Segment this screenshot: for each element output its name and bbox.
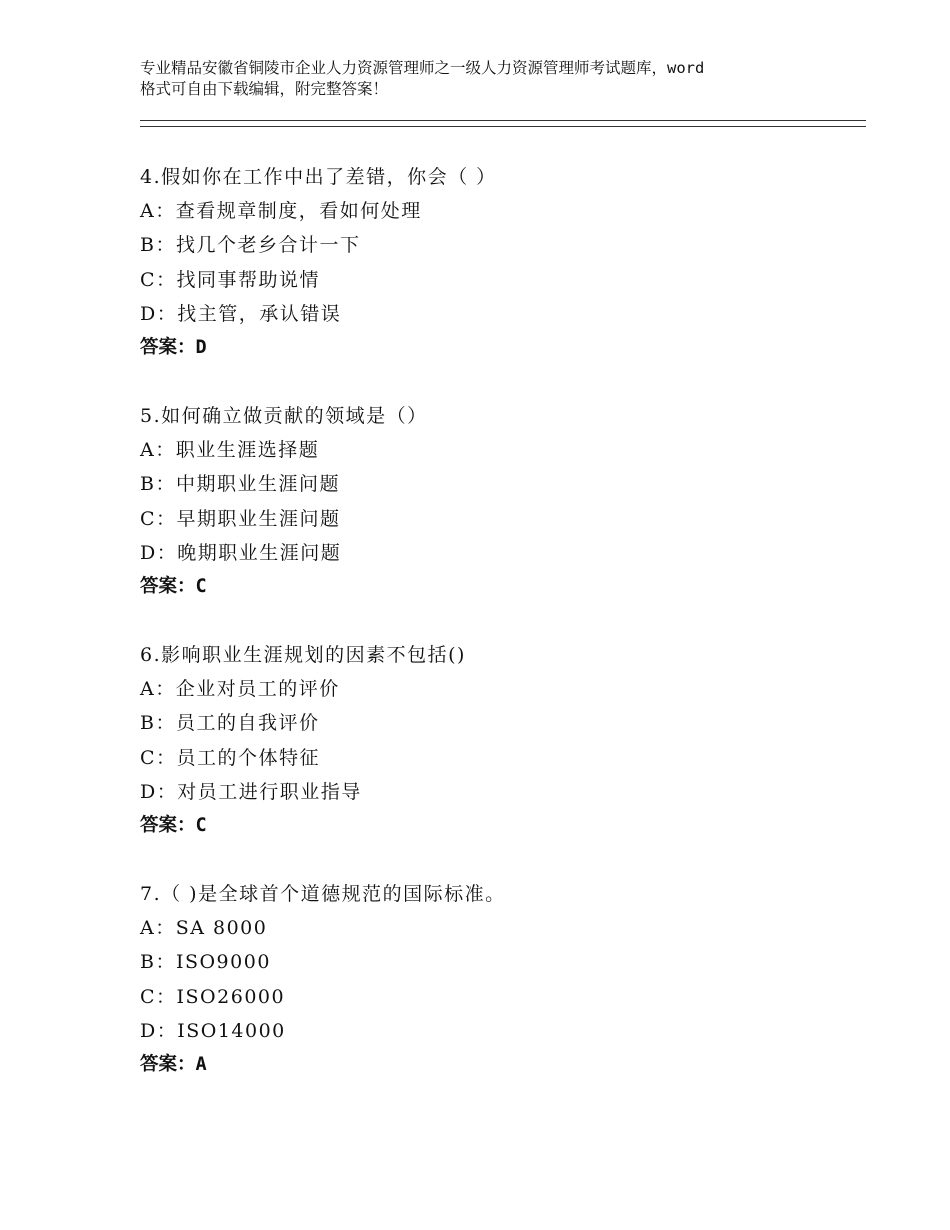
option-d: D：对员工进行职业指导	[140, 780, 362, 803]
question-stem: 6.影响职业生涯规划的因素不包括()	[140, 644, 466, 666]
option-a: A：企业对员工的评价	[140, 678, 340, 701]
question-stem: 5.如何确立做贡献的领域是（）	[140, 405, 428, 427]
option-a: A：职业生涯选择题	[140, 439, 320, 462]
option-d: D：找主管，承认错误	[140, 302, 342, 325]
question-block	[140, 877, 860, 1082]
answer-value: C	[195, 575, 207, 597]
option-c: C：员工的个体特征	[140, 746, 321, 769]
answer-value: A	[195, 1053, 207, 1075]
question-block	[140, 638, 860, 843]
option-b: B：员工的自我评价	[140, 712, 320, 735]
answer-label: 答案：	[140, 336, 196, 358]
option-b: B：中期职业生涯问题	[140, 473, 340, 496]
option-a: A：查看规章制度，看如何处理	[140, 200, 422, 223]
option-d: D：ISO14000	[140, 1019, 286, 1042]
question-block	[140, 160, 860, 365]
header-line-2: 格式可自由下载编辑，附完整答案！	[140, 80, 389, 98]
answer-line	[140, 570, 860, 604]
question-block	[140, 399, 860, 604]
answer-line	[140, 1048, 860, 1082]
option-d: D：晚期职业生涯问题	[140, 541, 342, 564]
answer-label: 答案：	[140, 1053, 196, 1075]
question-stem: 4.假如你在工作中出了差错，你会（ ）	[140, 166, 497, 188]
answer-value: D	[195, 336, 207, 358]
option-c: C：找同事帮助说情	[140, 268, 321, 291]
header-line-1: 专业精品安徽省铜陵市企业人力资源管理师之一级人力资源管理师考试题库，word	[140, 59, 705, 77]
option-b: B：找几个老乡合计一下	[140, 234, 361, 257]
option-b: B：ISO9000	[140, 951, 271, 974]
answer-line	[140, 331, 860, 365]
answer-label: 答案：	[140, 814, 196, 836]
answer-label: 答案：	[140, 575, 196, 597]
question-stem: 7.（ )是全球首个道德规范的国际标准。	[140, 883, 506, 905]
option-a: A：SA 8000	[140, 917, 268, 940]
header-divider	[140, 120, 866, 127]
answer-value: C	[195, 814, 207, 836]
option-c: C：ISO26000	[140, 985, 286, 1008]
document-header	[140, 58, 860, 100]
answer-line	[140, 809, 860, 843]
option-c: C：早期职业生涯问题	[140, 507, 341, 530]
